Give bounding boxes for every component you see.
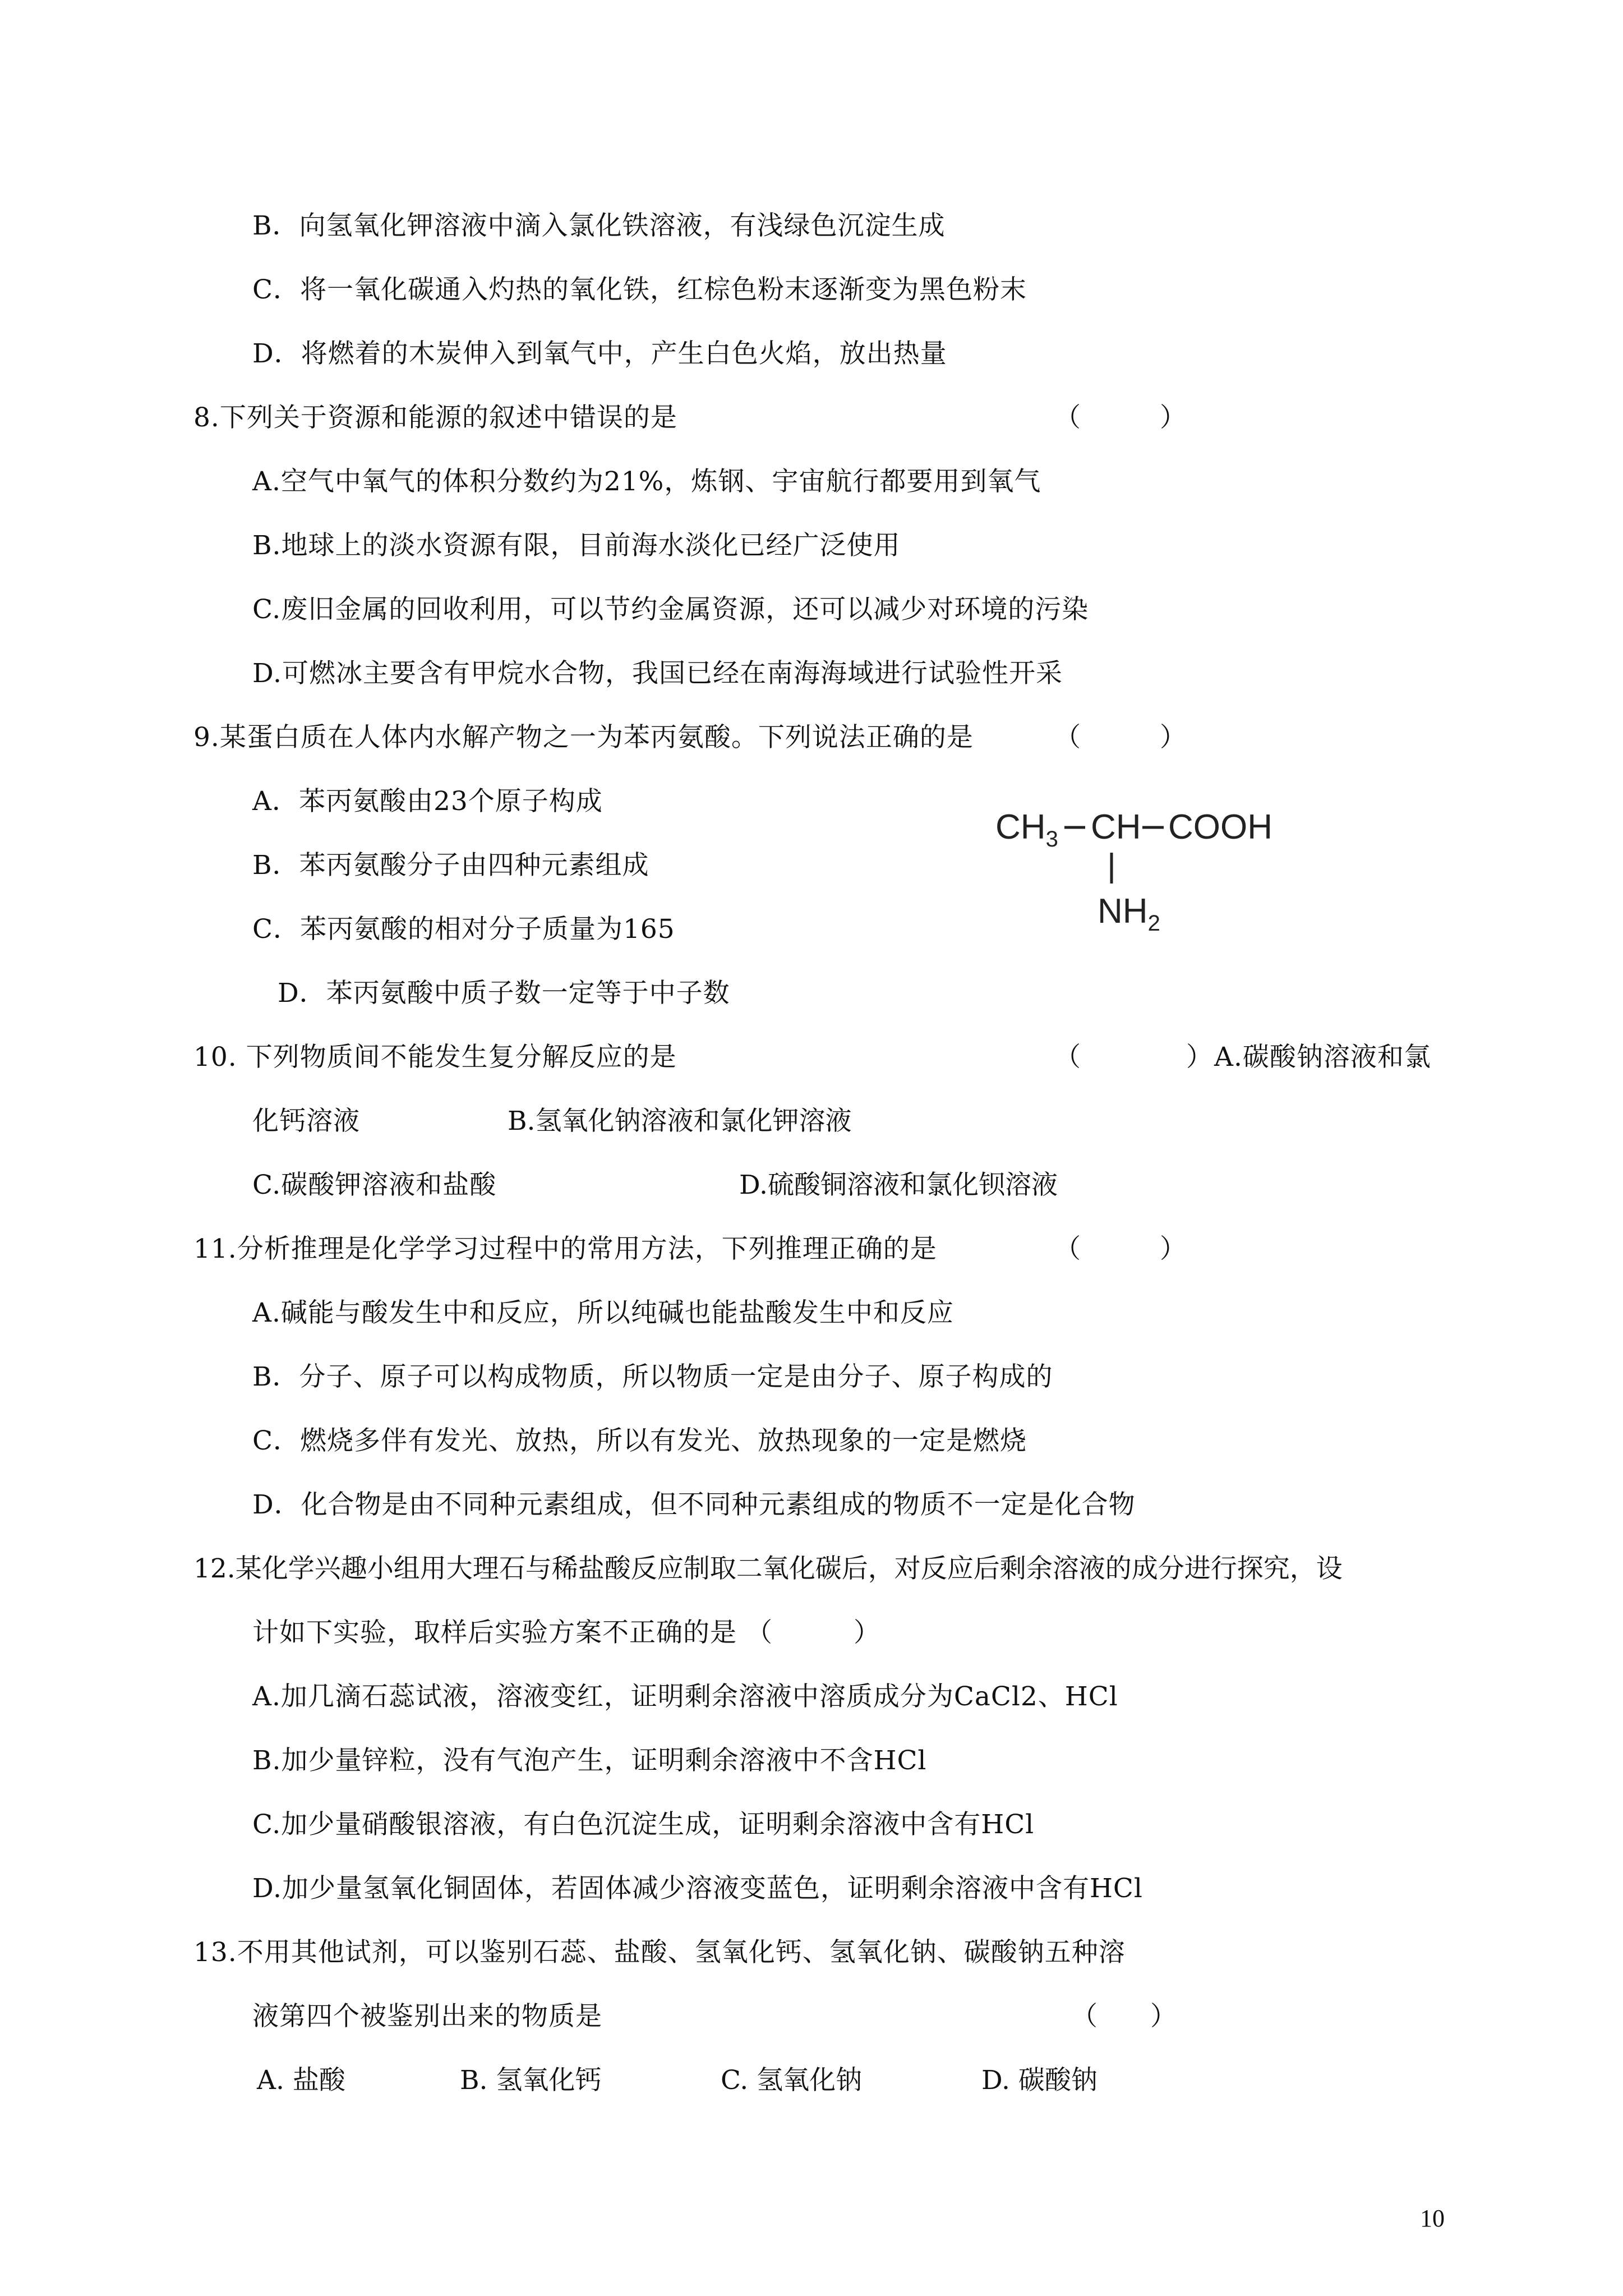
q7-option-d: D．将燃着的木炭伸入到氧气中，产生白色火焰，放出热量 [252,338,947,369]
q9-option-a: A．苯丙氨酸由23个原子构成 [252,786,603,817]
q9-option-c: C．苯丙氨酸的相对分子质量为165 [252,914,675,945]
q8-option-d: D.可燃冰主要含有甲烷水合物，我国已经在南海海域进行试验性开采 [252,658,1063,689]
q8-option-b: B.地球上的淡水资源有限，目前海水淡化已经广泛使用 [252,530,901,561]
q13-option-a: A. 盐酸 [257,2065,345,2096]
structural-formula [995,794,1354,945]
q10-answer-paren: （ ） [1054,1042,1212,1073]
formula-nh2: $NH_2$ [1098,892,1160,936]
formula-ch3: $CH_3$ [995,808,1058,852]
q13-option-b: B. 氢氧化钙 [460,2065,602,2096]
formula-ch: CH [1091,808,1141,846]
q13-answer-paren: （ ） [1071,2001,1177,2032]
q9-stem: 9.某蛋白质在人体内水解产物之一为苯丙氨酸。下列说法正确的是 [193,722,974,753]
page-number: 10 [1420,2205,1445,2232]
q9-option-d: D．苯丙氨酸中质子数一定等于中子数 [278,978,730,1009]
q11-option-c: C．燃烧多伴有发光、放热，所以有发光、放热现象的一定是燃烧 [252,1425,1027,1456]
q10-stem: 10. 下列物质间不能发生复分解反应的是 [193,1042,677,1073]
formula-cooh: COOH [1168,808,1272,846]
q13-option-d: D. 碳酸钠 [981,2065,1098,2096]
q11-answer-paren: （ ） [1054,1234,1186,1264]
q12-option-c: C.加少量硝酸银溶液，有白色沉淀生成，证明剩余溶液中含有HCl [252,1809,1035,1840]
q9-answer-paren: （ ） [1054,722,1186,753]
q9-option-b: B．苯丙氨酸分子由四种元素组成 [252,850,649,881]
q10-option-d: D.硫酸铜溶液和氯化钡溶液 [739,1170,1058,1200]
q11-stem: 11.分析推理是化学学习过程中的常用方法，下列推理正确的是 [193,1234,937,1264]
q7-option-c: C．将一氧化碳通入灼热的氧化铁，红棕色粉末逐渐变为黑色粉末 [252,274,1027,305]
q10-option-a-part1: A.碳酸钠溶液和氯 [1214,1042,1431,1073]
q8-answer-paren: （ ） [1054,402,1186,433]
q12-option-d: D.加少量氢氧化铜固体，若固体减少溶液变蓝色，证明剩余溶液中含有HCl [252,1873,1143,1904]
q10-option-a-part2: 化钙溶液 [252,1106,360,1137]
q10-option-c: C.碳酸钾溶液和盐酸 [252,1170,497,1200]
q8-stem: 8.下列关于资源和能源的叙述中错误的是 [193,402,677,433]
q8-option-c: C.废旧金属的回收利用，可以节约金属资源，还可以减少对环境的污染 [252,594,1089,625]
q12-option-a: A.加几滴石蕊试液，溶液变红，证明剩余溶液中溶质成分为CaCl2、HCl [252,1681,1118,1712]
q13-stem-line2: 液第四个被鉴别出来的物质是 [252,2001,602,2032]
q11-option-a: A.碱能与酸发生中和反应，所以纯碱也能盐酸发生中和反应 [252,1297,954,1328]
q7-option-b: B．向氢氧化钾溶液中滴入氯化铁溶液，有浅绿色沉淀生成 [252,210,946,241]
q13-stem-line1: 13.不用其他试剂，可以鉴别石蕊、盐酸、氢氧化钙、氢氧化钠、碳酸钠五种溶 [193,1937,1126,1968]
q12-stem-line1: 12.某化学兴趣小组用大理石与稀盐酸反应制取二氧化碳后，对反应后剩余溶液的成分进行探究，设 [193,1553,1343,1584]
q11-option-d: D．化合物是由不同种元素组成，但不同种元素组成的物质不一定是化合物 [252,1489,1136,1520]
q8-option-a: A.空气中氧气的体积分数约为21%，炼钢、宇宙航行都要用到氧气 [252,466,1041,497]
q10-option-b: B.氢氧化钠溶液和氯化钾溶液 [508,1106,852,1137]
q11-option-b: B．分子、原子可以构成物质，所以物质一定是由分子、原子构成的 [252,1361,1053,1392]
q13-option-c: C. 氢氧化钠 [721,2065,863,2096]
q12-option-b: B.加少量锌粒，没有气泡产生，证明剩余溶液中不含HCl [252,1745,927,1776]
q12-stem-line2: 计如下实验，取样后实验方案不正确的是 （ ） [252,1617,880,1648]
